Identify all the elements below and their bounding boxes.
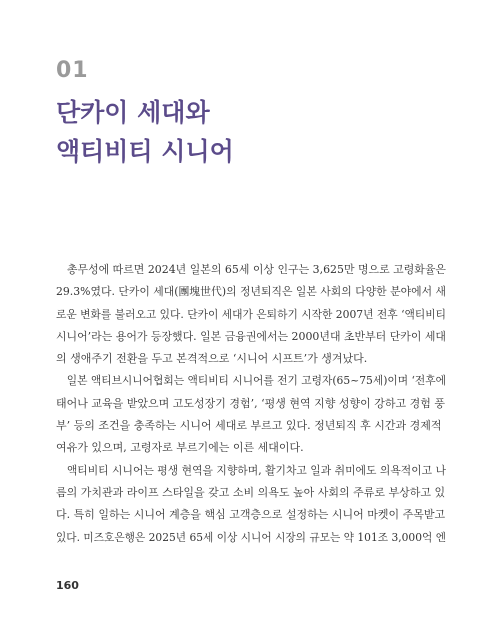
- text-line: 액티비티 시니어는 평생 현역을 지향하며, 활기차고 일과 취미에도 의욕적이고 나: [66, 463, 447, 477]
- paragraph-3: [56, 460, 446, 549]
- text-line: 로운 변화를 불러오고 있다. 단카이 세대가 은퇴하기 시작한 2007년 전후 ‘액티비티: [56, 307, 446, 321]
- paragraph-2: [56, 370, 446, 459]
- text-line: 29.3%였다. 단카이 세대(團塊世代)의 정년퇴직은 일본 사회의 다양한 분야에서 새: [56, 285, 446, 299]
- text-line: 태어나 교육을 받았으며 고도성장기 경험’, ‘평생 현역 지향 성향이 강하고 경험 풍: [56, 396, 445, 410]
- text-line: 시니어’라는 용어가 등장했다. 일본 금융권에서는 2000년대 초반부터 단카이 세대: [56, 329, 446, 343]
- text-line: 의 생애주기 전환을 두고 본격적으로 ‘시니어 시프트’가 생겨났다.: [56, 352, 368, 366]
- paragraph-1: [56, 259, 446, 370]
- text-line: 다. 특히 일하는 시니어 계층을 핵심 고객층으로 설정하는 시니어 마켓이 주목받고: [56, 508, 446, 522]
- chapter-number: 01: [56, 58, 89, 83]
- text-line: 여유가 있으며, 고령자로 부르기에는 이른 세대이다.: [56, 441, 304, 455]
- page-number: 160: [56, 579, 79, 592]
- text-line: 총무성에 따르면 2024년 일본의 65세 이상 인구는 3,625만 명으로 고령화율은: [66, 263, 446, 276]
- text-line: 있다. 미즈호은행은 2025년 65세 이상 시니어 시장의 규모는 약 101조 3,000억 엔: [56, 530, 446, 544]
- body-text: [56, 259, 446, 549]
- text-line: 부’ 등의 조건을 충족하는 시니어 세대로 부르고 있다. 정년퇴직 후 시간과 경제적: [56, 419, 442, 433]
- chapter-title: [56, 93, 234, 171]
- chapter-title-line-2: 액티비티 시니어: [56, 137, 234, 166]
- chapter-title-line-1: 단카이 세대와: [56, 98, 210, 127]
- text-line: 름의 가치관과 라이프 스타일을 갖고 소비 의욕도 높아 사회의 주류로 부상하고 있: [56, 485, 446, 499]
- text-line: 일본 액티브시니어협회는 액티비티 시니어를 전기 고령자(65~75세)이며 ‘전후에: [66, 374, 446, 388]
